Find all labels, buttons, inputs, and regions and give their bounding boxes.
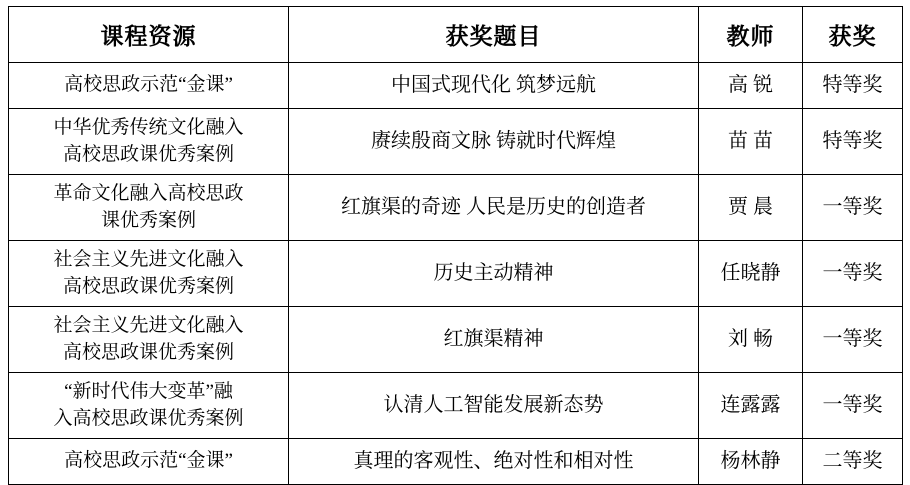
cell-teacher: 高 锐: [699, 63, 803, 109]
cell-resource-line2: 高校思政课优秀案例: [62, 143, 234, 165]
table-row: [9, 63, 903, 109]
table-header: [9, 7, 903, 63]
table-row: [9, 373, 903, 439]
column-header-teacher: 教师: [699, 7, 803, 63]
table-header-row: [9, 7, 903, 63]
cell-title: 红旗渠的奇迹 人民是历史的创造者: [289, 175, 699, 241]
cell-award: 一等奖: [803, 241, 903, 307]
table-row: [9, 241, 903, 307]
cell-award: 二等奖: [803, 439, 903, 485]
cell-resource-line2: 入高校思政课优秀案例: [53, 407, 244, 429]
cell-resource-line1: 社会主义先进文化融入: [53, 315, 244, 337]
cell-resource-line1: 高校思政示范“金课”: [64, 450, 233, 472]
cell-teacher: 刘 畅: [699, 307, 803, 373]
cell-resource-line2: 高校思政课优秀案例: [62, 275, 234, 297]
table-row: [9, 307, 903, 373]
cell-award: 特等奖: [803, 63, 903, 109]
cell-award: 一等奖: [803, 175, 903, 241]
column-header-award: 获奖: [803, 7, 903, 63]
cell-teacher: 连露露: [699, 373, 803, 439]
cell-teacher: 杨林静: [699, 439, 803, 485]
cell-award: 一等奖: [803, 307, 903, 373]
cell-resource: [9, 175, 289, 241]
cell-title: 认清人工智能发展新态势: [289, 373, 699, 439]
cell-resource: [9, 307, 289, 373]
cell-resource-line1: 高校思政示范“金课”: [64, 74, 233, 96]
cell-award: 特等奖: [803, 109, 903, 175]
cell-title: 赓续殷商文脉 铸就时代辉煌: [289, 109, 699, 175]
table-row: [9, 109, 903, 175]
cell-resource: [9, 373, 289, 439]
cell-award: 一等奖: [803, 373, 903, 439]
award-table: [8, 6, 903, 485]
cell-resource: [9, 109, 289, 175]
table-body: [9, 63, 903, 485]
column-header-resource: 课程资源: [9, 7, 289, 63]
cell-resource: [9, 241, 289, 307]
cell-title: 红旗渠精神: [289, 307, 699, 373]
cell-title: 真理的客观性、绝对性和相对性: [289, 439, 699, 485]
cell-resource-line1: “新时代伟大变革”融: [64, 381, 233, 403]
cell-teacher: 贾 晨: [699, 175, 803, 241]
cell-title: 中国式现代化 筑梦远航: [289, 63, 699, 109]
cell-teacher: 苗 苗: [699, 109, 803, 175]
cell-teacher: 任晓静: [699, 241, 803, 307]
cell-resource-line1: 社会主义先进文化融入: [53, 249, 244, 271]
cell-resource-line2: 课优秀案例: [100, 209, 196, 231]
column-header-title: 获奖题目: [289, 7, 699, 63]
cell-resource-line2: 高校思政课优秀案例: [62, 341, 234, 363]
cell-resource-line1: 中华优秀传统文化融入: [53, 117, 244, 139]
cell-resource-line1: 革命文化融入高校思政: [53, 183, 244, 205]
cell-title: 历史主动精神: [289, 241, 699, 307]
table-row: [9, 439, 903, 485]
cell-resource: [9, 63, 289, 109]
cell-resource: [9, 439, 289, 485]
table-row: [9, 175, 903, 241]
